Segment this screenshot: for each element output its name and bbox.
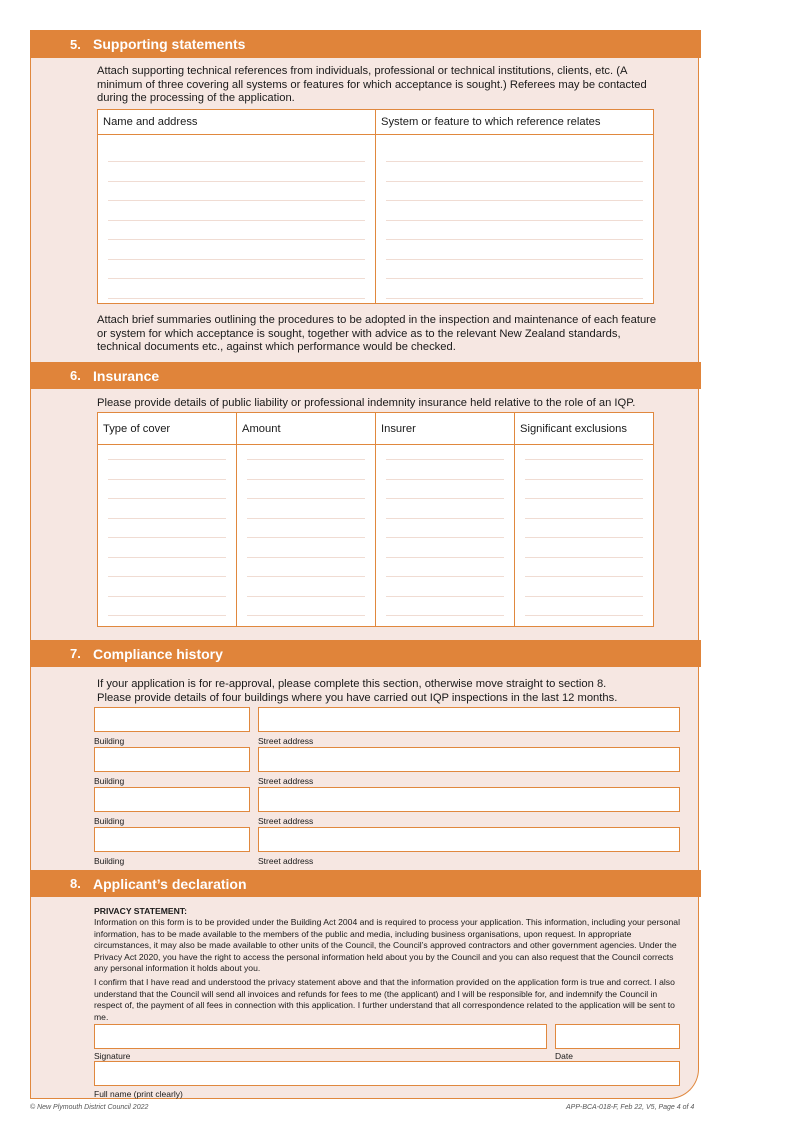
writing-line xyxy=(386,220,643,221)
writing-line xyxy=(525,615,643,616)
footer-doc-ref: APP-BCA-018-F, Feb 22, V5, Page 4 of 4 xyxy=(566,1104,695,1111)
writing-line xyxy=(247,596,365,597)
writing-line xyxy=(108,278,365,279)
writing-line xyxy=(108,161,365,162)
street-address-field[interactable] xyxy=(258,787,680,812)
writing-line xyxy=(108,200,365,201)
date-field[interactable] xyxy=(555,1024,680,1049)
writing-line xyxy=(108,615,226,616)
date-label: Date xyxy=(555,1051,573,1061)
building-field[interactable] xyxy=(94,747,250,772)
section-number: 6. xyxy=(70,368,81,383)
writing-line xyxy=(386,161,643,162)
writing-line xyxy=(386,557,504,558)
writing-line xyxy=(386,479,504,480)
writing-line xyxy=(386,596,504,597)
street-address-label: Street address xyxy=(258,776,314,786)
writing-line xyxy=(247,537,365,538)
writing-line xyxy=(525,518,643,519)
writing-line xyxy=(525,479,643,480)
type-of-cover-input[interactable] xyxy=(98,445,237,627)
section-7-intro-1: If your application is for re-approval, please complete this section, otherwise move straight to section 8. xyxy=(97,678,607,690)
building-label: Building xyxy=(94,776,125,786)
section-7-intro-2: Please provide details of four buildings where you have carried out IQP inspections in the last 12 months. xyxy=(97,692,618,704)
references-table xyxy=(97,109,654,304)
writing-line xyxy=(386,459,504,460)
writing-line xyxy=(247,576,365,577)
street-address-label: Street address xyxy=(258,856,314,866)
writing-line xyxy=(386,200,643,201)
insurance-table xyxy=(97,412,654,627)
section-6-intro: Please provide details of public liability or professional indemnity insurance held relative to the role of an IQP. xyxy=(97,397,636,409)
name-address-input[interactable] xyxy=(98,135,376,304)
privacy-text: Information on this form is to be provided under the Building Act 2004 and is required to process your application. This information, including your personal information, has to be made available to the members of the public and media, including business organisations, upon request. In appropriate circumstances, it may also be made available to other units of the Council, the Council’s approved contractors and other government agencies. Under the Privacy Act 2020, you have the right to access the personal information held about you by the Council and you can also request that the Council corrects any personal information it holds about you. xyxy=(94,917,680,974)
section-number: 5. xyxy=(70,36,81,52)
street-address-field[interactable] xyxy=(258,707,680,732)
writing-line xyxy=(525,459,643,460)
street-address-label: Street address xyxy=(258,736,314,746)
writing-line xyxy=(386,259,643,260)
writing-line xyxy=(525,576,643,577)
writing-line xyxy=(108,557,226,558)
writing-line xyxy=(386,498,504,499)
writing-line xyxy=(525,557,643,558)
section-8-header xyxy=(30,870,701,897)
building-field[interactable] xyxy=(94,707,250,732)
building-field[interactable] xyxy=(94,827,250,852)
street-address-label: Street address xyxy=(258,816,314,826)
writing-line xyxy=(108,298,365,299)
privacy-heading: PRIVACY STATEMENT: xyxy=(94,906,187,916)
full-name-label: Full name (print clearly) xyxy=(94,1089,183,1099)
col-header: System or feature to which reference relates xyxy=(376,110,654,135)
writing-line xyxy=(108,498,226,499)
writing-line xyxy=(386,615,504,616)
section-number: 7. xyxy=(70,646,81,661)
writing-line xyxy=(386,181,643,182)
confirm-text: I confirm that I have read and understood the privacy statement above and that the information provided on the application form is true and correct. I also understand that the Council will send all invoices and refunds for fees to me (the applicant) and I will be responsible for, and indemnify the Council in respect of, the payment of all fees in connection with this application. I further understand that all correspondence related to the application will be sent to me. xyxy=(94,977,675,1022)
full-name-field[interactable] xyxy=(94,1061,680,1086)
section-6-header xyxy=(30,362,701,389)
section-title: Applicant’s declaration xyxy=(93,875,247,892)
street-address-field[interactable] xyxy=(258,747,680,772)
writing-line xyxy=(386,518,504,519)
writing-line xyxy=(108,537,226,538)
writing-line xyxy=(386,278,643,279)
section-5-intro: Attach supporting technical references from individuals, professional or technical institutions, clients, etc. (A minimum of three covering all systems or features for which acceptance is sought.) Referees may be contacted during the processing of the application. xyxy=(97,65,647,104)
writing-line xyxy=(247,518,365,519)
writing-line xyxy=(247,498,365,499)
section-title: Insurance xyxy=(93,367,160,384)
writing-line xyxy=(108,181,365,182)
writing-line xyxy=(108,576,226,577)
writing-line xyxy=(108,479,226,480)
building-label: Building xyxy=(94,816,125,826)
section-title: Supporting statements xyxy=(93,36,246,52)
signature-field[interactable] xyxy=(94,1024,547,1049)
footer-copyright: © New Plymouth District Council 2022 xyxy=(30,1104,149,1111)
writing-line xyxy=(386,576,504,577)
col-header: Significant exclusions xyxy=(515,413,654,445)
writing-line xyxy=(386,298,643,299)
section-number: 8. xyxy=(70,876,81,891)
writing-line xyxy=(247,557,365,558)
building-label: Building xyxy=(94,856,125,866)
signature-label: Signature xyxy=(94,1051,131,1061)
writing-line xyxy=(108,259,365,260)
building-label: Building xyxy=(94,736,125,746)
writing-line xyxy=(247,615,365,616)
insurer-input[interactable] xyxy=(376,445,515,627)
writing-line xyxy=(108,239,365,240)
section-5-outro: Attach brief summaries outlining the procedures to be adopted in the inspection and maintenance of each feature or system for which acceptance is sought, together with advice as to the relevant New Zealand standards, technical documents etc., against which performance would be checked. xyxy=(97,314,657,353)
section-7-header xyxy=(30,640,701,667)
section-5-header xyxy=(30,30,701,58)
building-field[interactable] xyxy=(94,787,250,812)
section-title: Compliance history xyxy=(93,645,223,662)
writing-line xyxy=(525,537,643,538)
writing-line xyxy=(108,459,226,460)
col-header: Name and address xyxy=(98,110,376,135)
street-address-field[interactable] xyxy=(258,827,680,852)
writing-line xyxy=(247,459,365,460)
writing-line xyxy=(247,479,365,480)
writing-line xyxy=(108,596,226,597)
writing-line xyxy=(108,220,365,221)
system-feature-input[interactable] xyxy=(376,135,654,304)
writing-line xyxy=(525,498,643,499)
exclusions-input[interactable] xyxy=(515,445,654,627)
amount-input[interactable] xyxy=(237,445,376,627)
writing-line xyxy=(386,239,643,240)
writing-line xyxy=(108,518,226,519)
writing-line xyxy=(525,596,643,597)
col-header: Amount xyxy=(237,413,376,445)
col-header: Insurer xyxy=(376,413,515,445)
col-header: Type of cover xyxy=(98,413,237,445)
writing-line xyxy=(386,537,504,538)
